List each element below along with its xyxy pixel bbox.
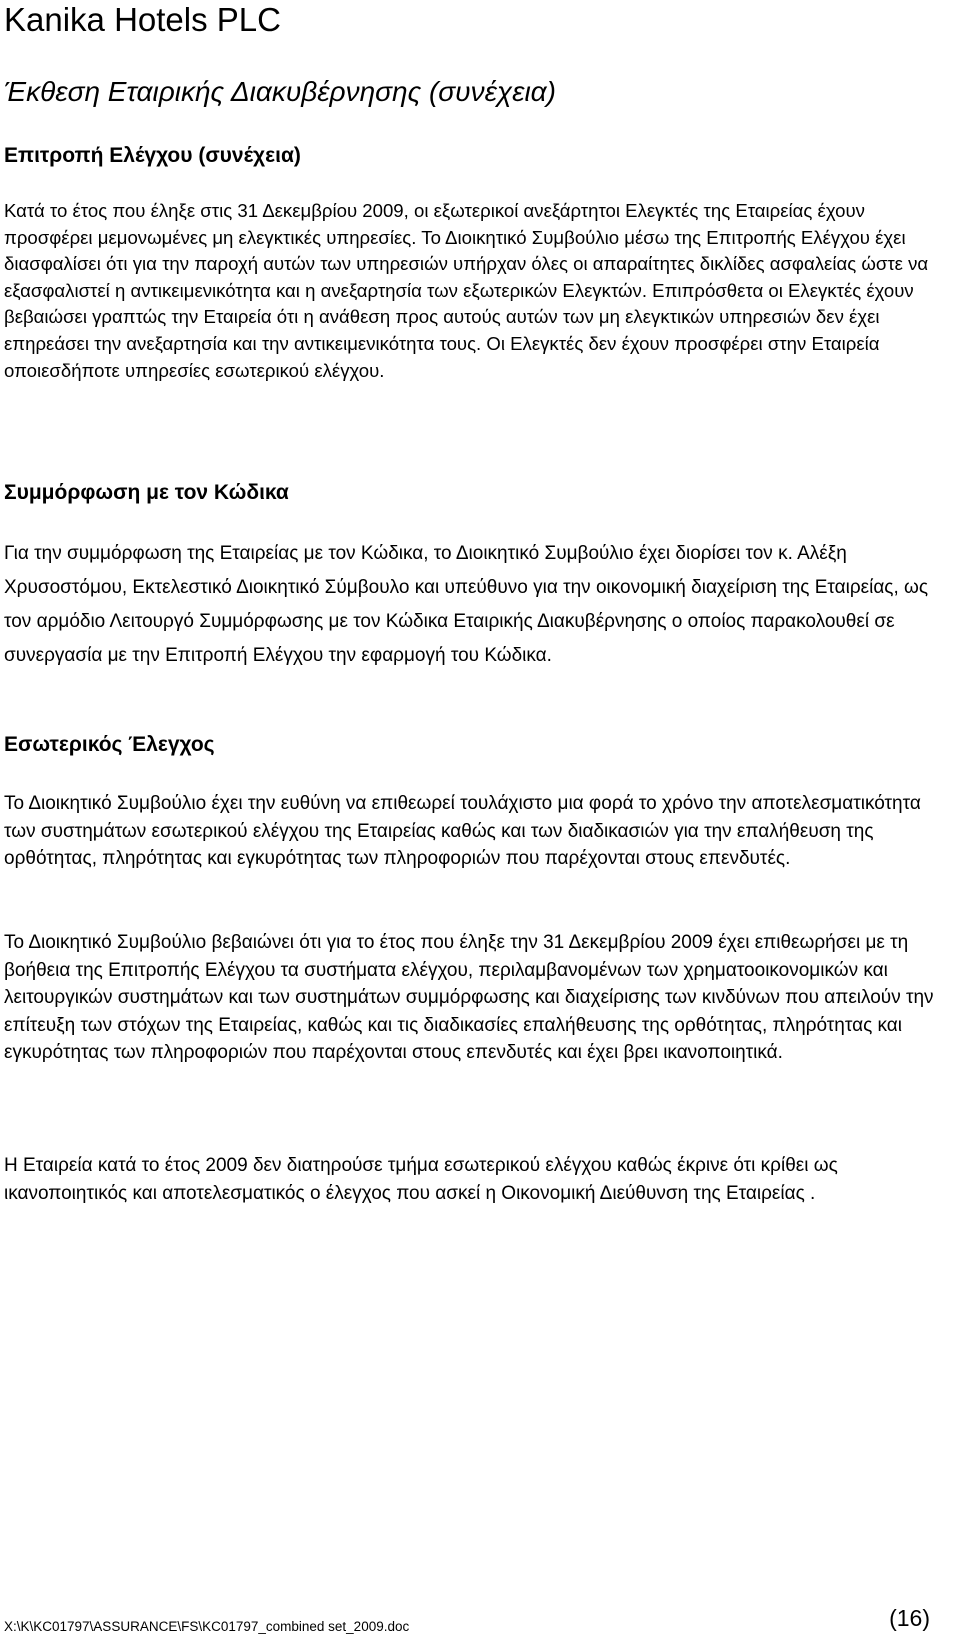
internal-control-paragraph-3: Η Εταιρεία κατά το έτος 2009 δεν διατηρούσε τμήμα εσωτερικού ελέγχου καθώς έκρινε ότι κρίθει ως ικανοποιητικός και αποτελεσματικός ο έλεγχος που ασκεί η Οικονομική Διεύθυνση της Εταιρείας . [4,1155,838,1204]
footer-file-path: X:\K\KC01797\ASSURANCE\FS\KC01797_combined set_2009.doc [4,1619,410,1634]
page-number: (16) [889,1605,930,1631]
internal-control-paragraph-1: Το Διοικητικό Συμβούλιο έχει την ευθύνη να επιθεωρεί τουλάχιστο μια φορά το χρόνο την αποτελεσματικότητα των συστημάτων εσωτερικού ελέγχου της Εταιρείας καθώς και των διαδικασιών για την επαλήθευση της ορθότητας, πληρότητας και εγκυρότητας των πληροφοριών που παρέχονται στους επενδυτές. [4,793,921,869]
company-name: Kanika Hotels PLC [4,1,281,38]
section-title-audit-committee: Επιτροπή Ελέγχου (συνέχεια) [4,144,301,167]
section-title-compliance: Συμμόρφωση με τον Κώδικα [4,481,289,504]
audit-committee-paragraph: Κατά το έτος που έληξε στις 31 Δεκεμβρίου 2009, οι εξωτερικοί ανεξάρτητοι Ελεγκτές της Εταιρείας έχουν προσφέρει μεμονωμένες μη ελεγκτικές υπηρεσίες. Το Διοικητικό Συμβούλιο μέσω της Επιτροπής Ελέγχου έχει διασφαλίσει ότι για την παροχή αυτών των υπηρεσιών υπήρχαν όλες οι απαραίτητες δικλίδες ασφαλείας ώστε να εξασφαλιστεί η αντικειμενικότητα και η ανεξαρτησία των εξωτερικών Ελεγκτών. Επιπρόσθετα οι Ελεγκτές έχουν βεβαιώσει γραπτώς την Εταιρεία ότι η ανάθεση προς αυτούς αυτών των μη ελεγκτικών υπηρεσιών δεν έχει επηρεάσει την ανεξαρτησία και την αντικειμενικότητα τους. Οι Ελεγκτές δεν έχουν προσφέρει στην Εταιρεία οποιεσδήποτε υπηρεσίες εσωτερικού ελέγχου. [4,200,929,381]
report-title: Έκθεση Εταιρικής Διακυβέρνησης (συνέχεια) [4,76,556,107]
internal-control-paragraph-2: Το Διοικητικό Συμβούλιο βεβαιώνει ότι για το έτος που έληξε την 31 Δεκεμβρίου 2009 έχει επιθεωρήσει με τη βοήθεια της Επιτροπής Ελέγχου τα συστήματα ελέγχου, περιλαμβανομένων των χρηματοοικονομικών και λειτουργικών συστημάτων και των συστημάτων συμμόρφωσης και διαχείρισης των κινδύνων που απειλούν την επίτευξη των στόχων της Εταιρείας, καθώς και τις διαδικασίες επαλήθευσης της ορθότητας, πληρότητας και εγκυρότητας των πληροφοριών που παρέχονται στους επενδυτές και έχει βρει ικανοποιητικά. [4,932,934,1063]
section-title-internal-control: Εσωτερικός Έλεγχος [4,733,215,756]
compliance-paragraph: Για την συμμόρφωση της Εταιρείας με τον Κώδικα, το Διοικητικό Συμβούλιο έχει διορίσει τον κ. Αλέξη Χρυσοστόμου, Εκτελεστικό Διοικητικό Σύμβουλο και υπεύθυνο για την οικονομική διαχείριση της Εταιρείας, ως τον αρμόδιο Λειτουργό Συμμόρφωσης με τον Κώδικα Εταιρικής Διακυβέρνησης ο οποίος παρακολουθεί σε συνεργασία με την Επιτροπή Ελέγχου την εφαρμογή του Κώδικα. [4,543,929,666]
